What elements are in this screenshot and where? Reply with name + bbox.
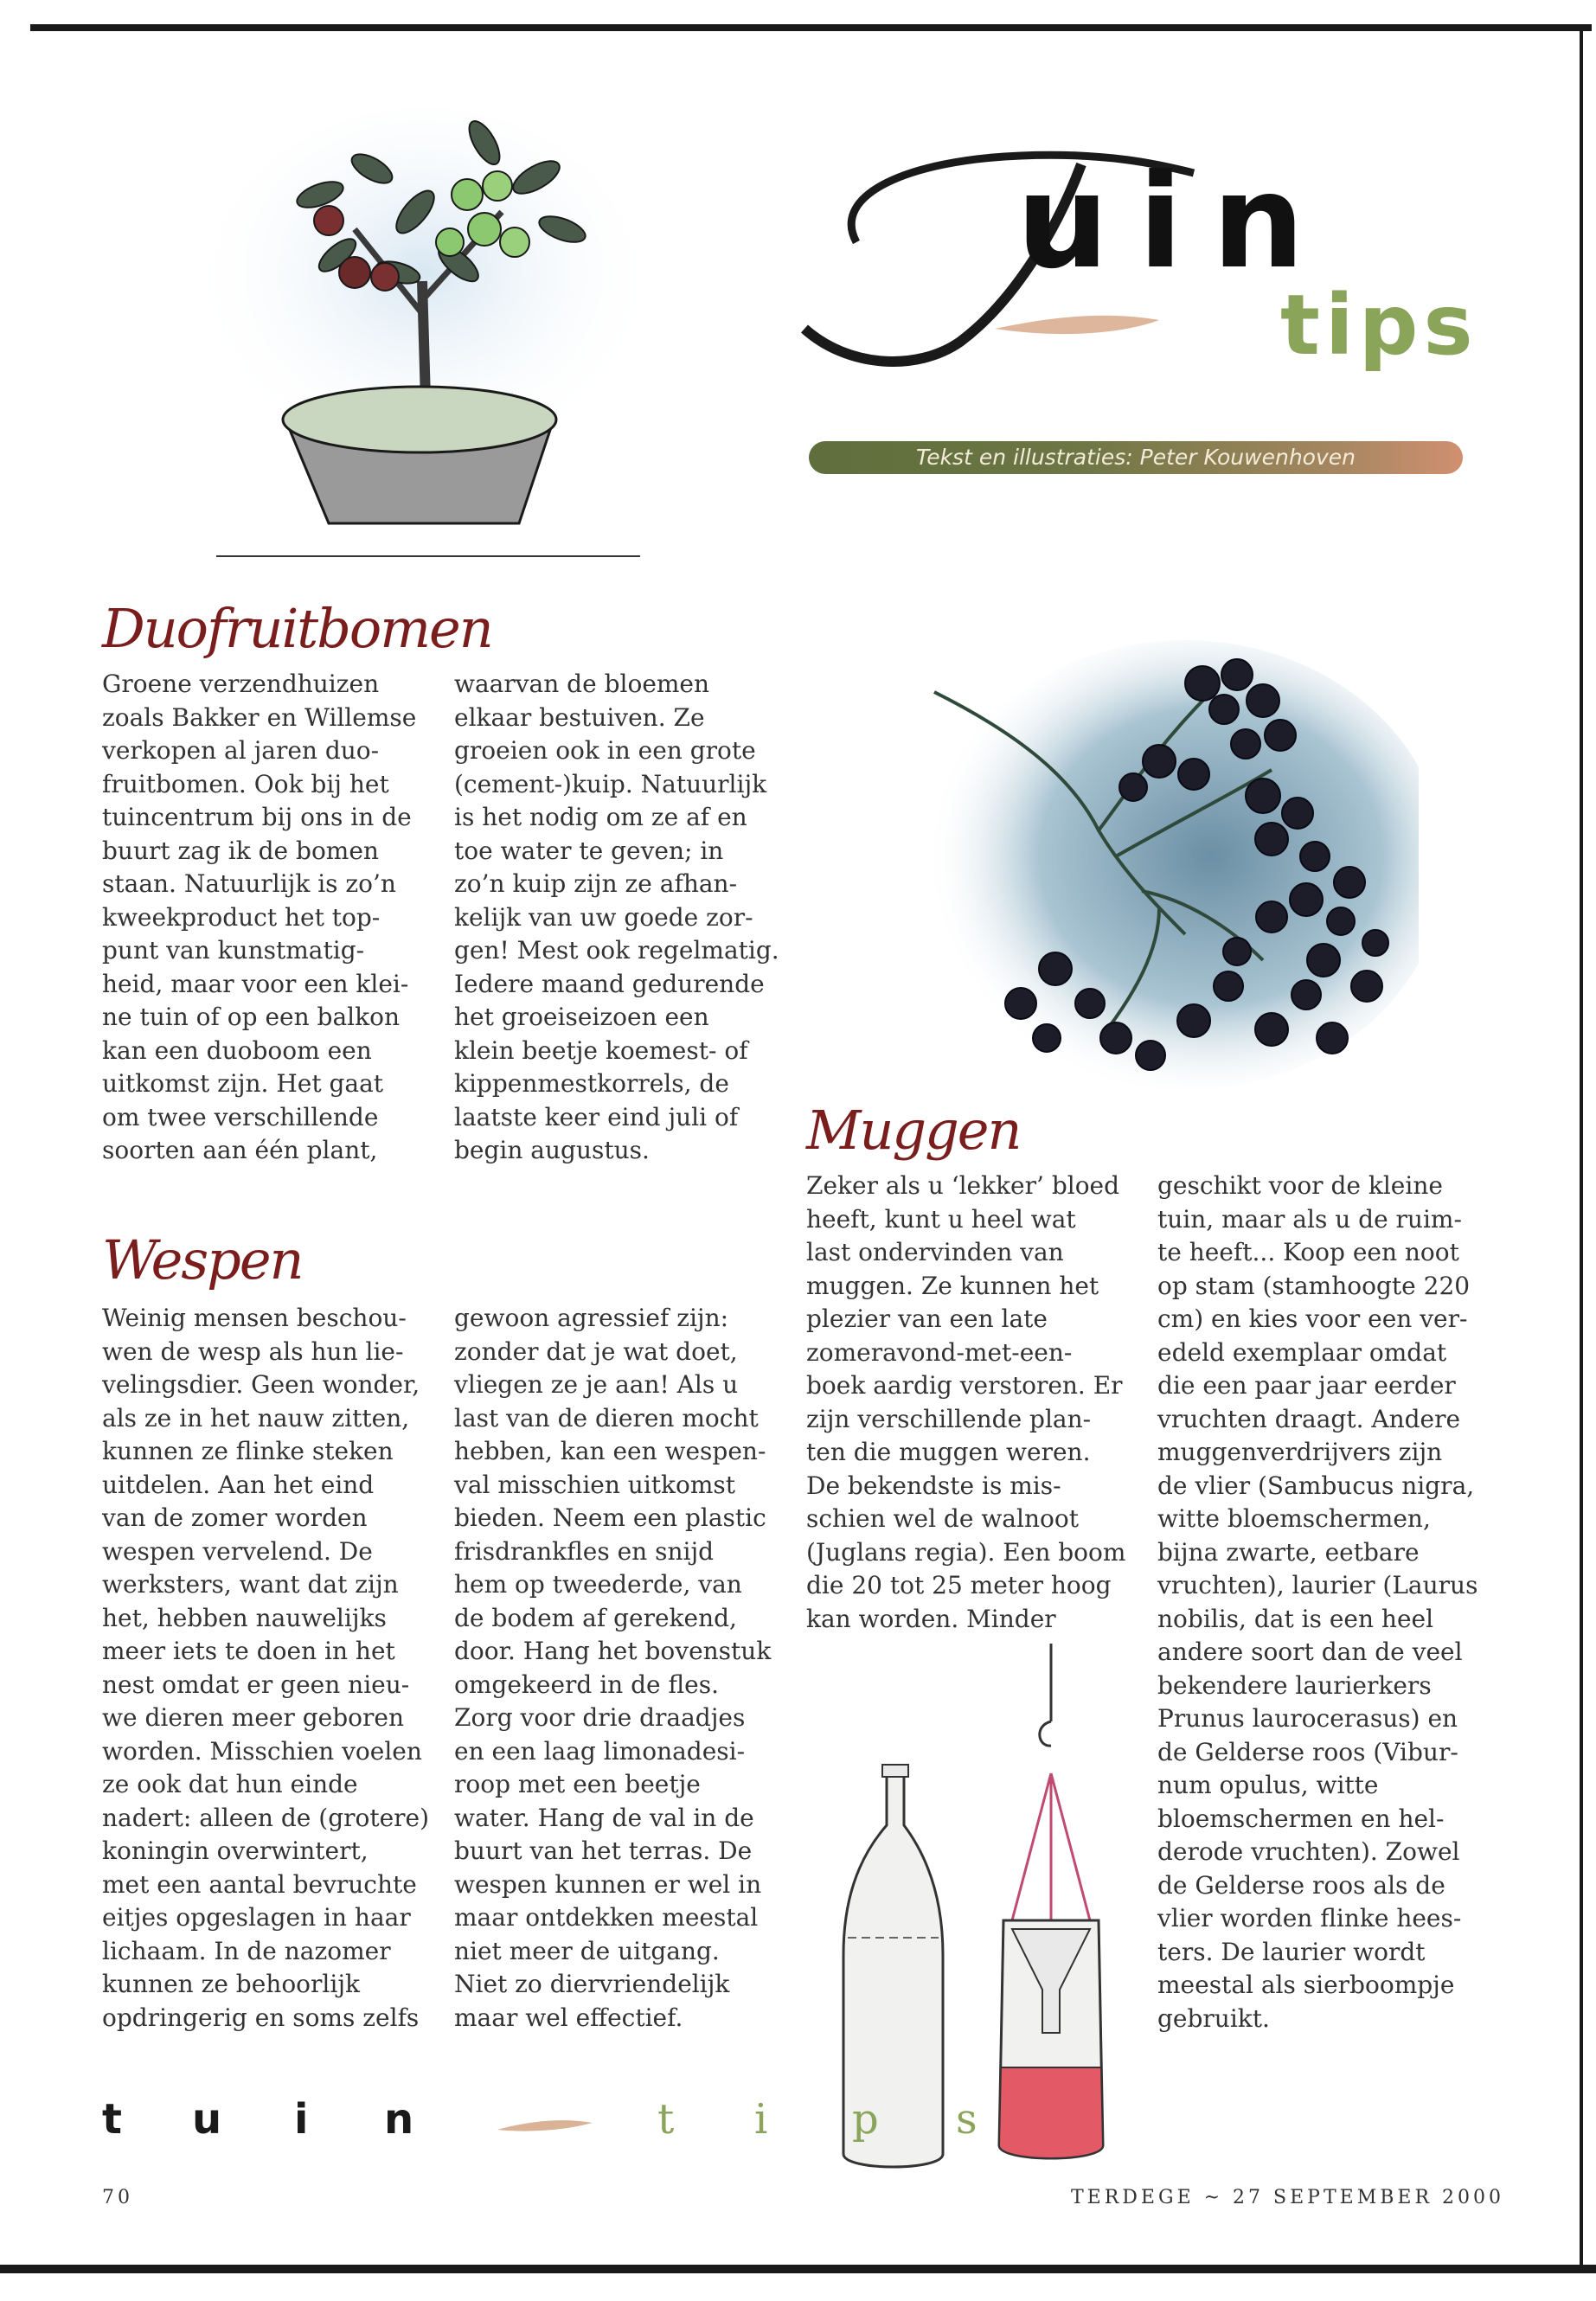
right-rule (1580, 24, 1583, 2265)
publication-line: TERDEGE ~ 27 SEPTEMBER 2000 (1071, 2187, 1505, 2208)
duo-fruit-tree-illustration (199, 91, 649, 575)
title-tips: tips (1280, 277, 1478, 374)
wespen-col1: Weinig mensen beschou- wen de wesp als hun lie- velingsdier. Geen wonder, als ze in het nauw zitten, kunnen ze flinke steken uitdelen. Aan het eind van de zomer worden wespen vervelend. De werksters, want dat zijn het, hebben nauwelijks meer iets te doen in het nest omdat er geen nieu- we dieren meer geboren worden. Misschien voelen ze ook dat hun einde nadert: alleen de (grotere) koningin overwintert, met een aantal bevruchte eitjes opgeslagen in haar lichaam. In de nazomer kunnen ze behoorlijk opdringerig en soms zelfs (102, 1304, 430, 2032)
duofruitbomen-col2: waarvan de bloemen elkaar bestuiven. Ze groeien ook in een grote (cement-)kuip. Natuurlijk is het nodig om ze af en toe water te geven; in zo’n kuip zijn ze afhan- kelijk van uw goede zor- gen! Mest ook regelmatig. Iedere maand gedurende het groeiseizoen een klein beetje koemest- of kippenmestkorrels, de laatste keer eind juli of begin augustus. (454, 670, 779, 1164)
heading-muggen: Muggen (806, 1099, 1021, 1162)
muggen-col2: geschikt voor de kleine tuin, maar als u de ruim- te heeft... Koop een noot op stam (stamhoogte 220 cm) en kies voor een ver- edeld exemplaar omdat die een paar jaar eerder vruchten draagt. Andere muggenverdrijvers zijn de vlier (Sambucus nigra, witte bloemschermen, bijna zwarte, eetbare vruchten), laurier (Laurus nobilis, dat is een heel andere soort dan de veel bekendere laurierkers Prunus laurocerasus) en de Gelderse roos (Vibur- num opulus, witte bloemschermen en hel- derode vruchten). Zowel de Gelderse roos als de vlier worden flinke hees- ters. De laurier wordt meestal als sierboompje gebruikt. (1157, 1171, 1478, 2033)
footer-tuin-i: i (294, 2095, 309, 2144)
title-uin: uin (1016, 147, 1334, 298)
top-rule (30, 24, 1592, 31)
footer-swash (493, 2111, 597, 2137)
page-number: 70 (102, 2187, 133, 2208)
footer-tuin-t: t (102, 2095, 122, 2144)
wespen-col2: gewoon agressief zijn: zonder dat je wat doet, vliegen ze je aan! Als u last van de dieren mocht hebben, kan een wespen- val misschien uitkomst bieden. Neem een plastic frisdrankfles en snijd hem op tweederde, van de bodem af gerekend, door. Hang het bovenstuk omgekeerd in de fles. Zorg voor drie draadjes en een laag limonadesi- roop met een beetje water. Hang de val in de buurt van het terras. De wespen kunnen er wel in maar ontdekken meestal niet meer de uitgang. Niet zo diervriendelijk maar wel effectief. (454, 1304, 772, 2032)
muggen-col1: Zeker als u ‘lekker’ bloed heeft, kunt u heel wat last ondervinden van muggen. Ze kunnen het plezier van een late zomeravond-met-een- boek aardig verstoren. Er zijn verschillende plan- ten die muggen weren. De bekendste is mis- schien wel de walnoot (Juglans regia). Een boom die 20 tot 25 meter hoog kan worden. Minder (806, 1171, 1126, 1633)
footer-tips-t: t (657, 2095, 675, 2144)
heading-duofruitbomen: Duofruitbomen (102, 597, 492, 660)
credit-banner: Tekst en illustraties: Peter Kouwenhoven (809, 441, 1463, 474)
elderberry-illustration (900, 623, 1419, 1116)
footer-tips-i: i (754, 2095, 768, 2144)
footer-tips-p: p (852, 2095, 879, 2144)
footer-tuin-n: n (384, 2095, 414, 2144)
heading-wespen: Wespen (102, 1228, 303, 1292)
bottom-rule (0, 2265, 1596, 2273)
footer-tuin-u: u (192, 2095, 222, 2144)
duofruitbomen-col1: Groene verzendhuizen zoals Bakker en Willemse verkopen al jaren duo- fruitbomen. Ook bij het tuincentrum bij ons in de buurt zag ik de bomen staan. Natuurlijk is zo’n kweekproduct het top- punt van kunstmatig- heid, maar voor een klei- ne tuin of op een balkon kan een duoboom een uitkomst zijn. Het gaat om twee verschillende soorten aan één plant, (102, 670, 417, 1164)
footer-tips-s: s (956, 2095, 977, 2144)
